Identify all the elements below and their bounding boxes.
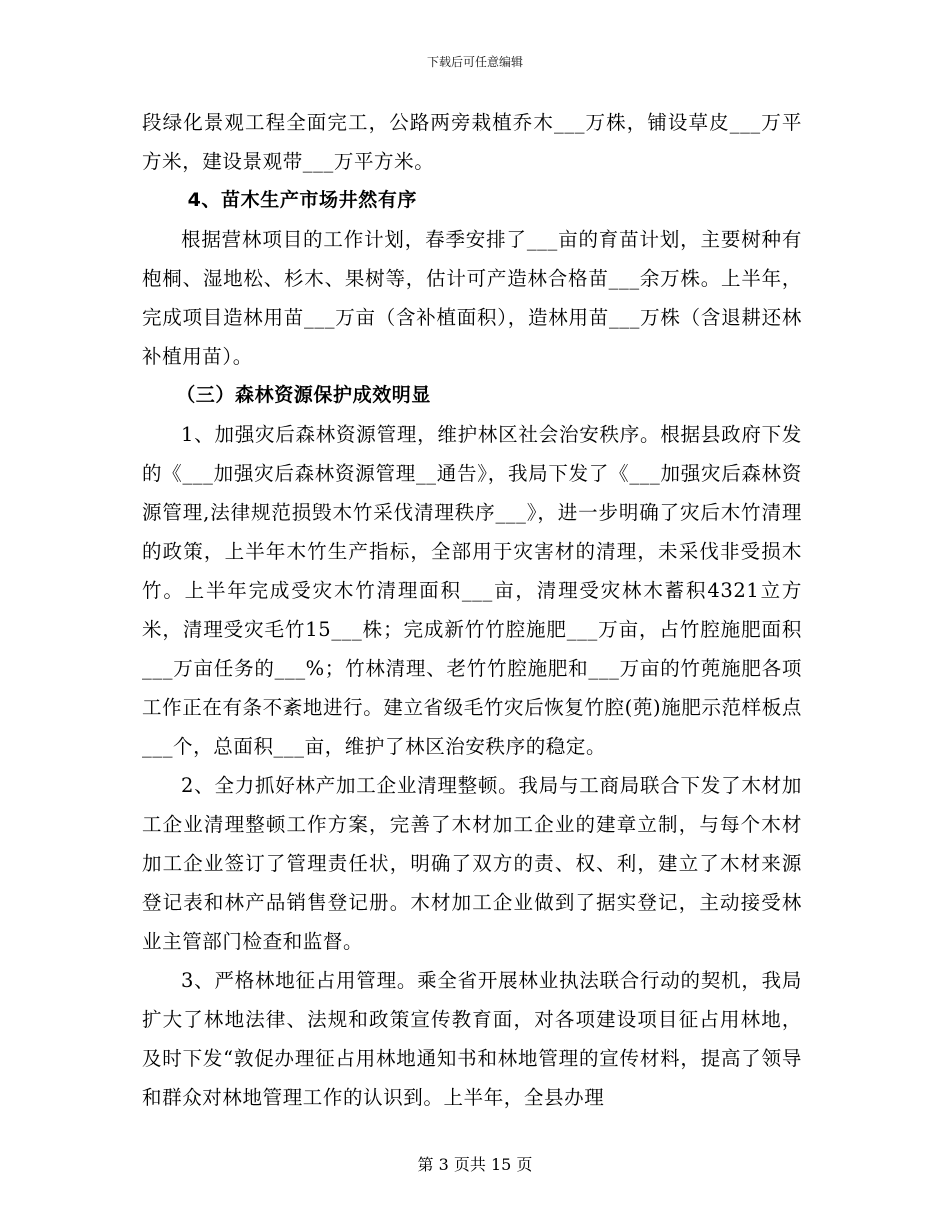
paragraph-seedling: 根据营林项目的工作计划，春季安排了___亩的育苗计划，主要树种有枹桐、湿地松、杉木、果树等，估计可产造林合格苗___余万株。上半年，完成项目造林用苗___万亩（含补植面积），造林用苗___万株（含退耕还林补植用苗）。: [142, 228, 802, 368]
page-header: 下载后可任意编辑: [426, 55, 523, 69]
heading-forest-protection: （三）森林资源保护成效明显: [176, 384, 431, 406]
document-body: [142, 103, 802, 1117]
paragraph-disaster-management: 1、加强灾后森林资源管理，维护林区社会治安秩序。根据县政府下发的《___加强灾后森林资源管理__通告》，我局下发了《___加强灾后森林资源管理,法律规范损毁木竹采伐清理秩序___》，进一步明确了灾后木竹清理的政策，上半年木竹生产指标，全部用于灾害材的清理，未采伐非受损木竹。上半年完成受灾木竹清理面积___亩，清理受灾林木蓄积4321立方米，清理受灾毛竹15___株；完成新竹竹腔施肥___万亩，占竹腔施肥面积___万亩任务的___%；竹林清理、老竹竹腔施肥和___万亩的竹蔸施肥各项工作正在有条不紊地进行。建立省级毛竹灾后恢复竹腔(蔸)施肥示范样板点___个，总面积___亩，维护了林区治安秩序的稳定。: [142, 423, 802, 758]
paragraph-landscape: 段绿化景观工程全面完工，公路两旁栽植乔木___万株，铺设草皮___万平方米，建设景观带___万平方米。: [142, 111, 802, 173]
heading-seedling-market: 4、苗木生产市场井然有序: [187, 189, 418, 211]
page-footer: 第 3 页共 15 页: [417, 1155, 533, 1174]
paragraph-forestland-management: 3、严格林地征占用管理。乘全省开展林业执法联合行动的契机，我局扩大了林地法律、法规和政策宣传教育面，对各项建设项目征占用林地，及时下发“敦促办理征占用林地通知书和林地管理的宣传材料，提高了领导和群众对林地管理工作的认识到。上半年，全县办理: [142, 969, 802, 1109]
paragraph-enterprise-rectification: 2、全力抓好林产加工企业清理整顿。我局与工商局联合下发了木材加工企业清理整顿工作方案，完善了木材加工企业的建章立制，与每个木材加工企业签订了管理责任状，明确了双方的责、权、利，建立了木材来源登记表和林产品销售登记册。木材加工企业做到了据实登记，主动接受林业主管部门检查和监督。: [142, 774, 802, 953]
